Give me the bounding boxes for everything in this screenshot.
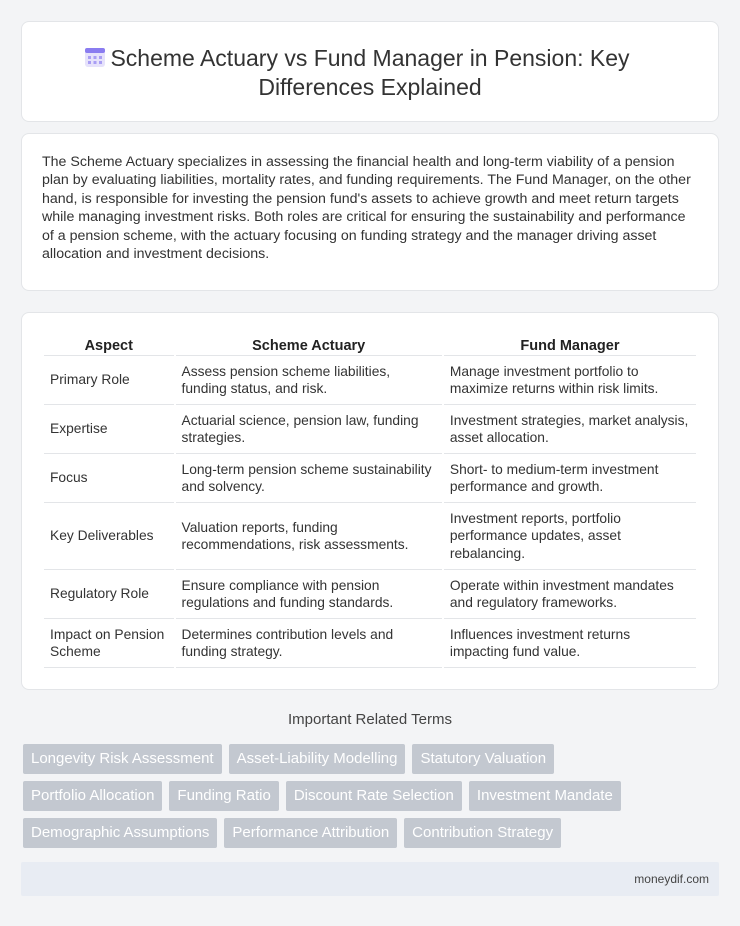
tag-row [23, 818, 703, 848]
term-tag[interactable]: Asset-Liability Modelling [229, 744, 406, 774]
page-title-line1: Scheme Actuary vs Fund Manager in Pension: Key [110, 45, 630, 71]
table-header-row [44, 334, 696, 356]
page-title-line2: Differences Explained [258, 74, 482, 100]
cell-manager: Manage investment portfolio to maximize returns within risk limits. [444, 356, 696, 405]
cell-aspect: Primary Role [44, 356, 174, 405]
term-tag[interactable]: Longevity Risk Assessment [23, 744, 222, 774]
cell-actuary: Determines contribution levels and funding strategy. [176, 619, 442, 668]
term-tag[interactable]: Portfolio Allocation [23, 781, 162, 811]
footer [21, 862, 719, 896]
summary-card [21, 133, 719, 291]
term-tag[interactable]: Funding Ratio [169, 781, 278, 811]
table-row [44, 356, 696, 405]
cell-aspect: Key Deliverables [44, 503, 174, 570]
tag-row [23, 781, 703, 811]
cell-manager: Operate within investment mandates and regulatory frameworks. [444, 570, 696, 619]
cell-actuary: Ensure compliance with pension regulations and funding standards. [176, 570, 442, 619]
table-row [44, 570, 696, 619]
table-row [44, 619, 696, 668]
header-scheme-actuary: Scheme Actuary [176, 334, 442, 356]
footer-site-link[interactable]: moneydif.com [634, 872, 709, 886]
tag-row [23, 744, 703, 774]
table-row [44, 454, 696, 503]
table-row [44, 503, 696, 570]
related-terms-tags [23, 744, 703, 855]
cell-aspect: Regulatory Role [44, 570, 174, 619]
table-row [44, 405, 696, 454]
cell-actuary: Valuation reports, funding recommendations, risk assessments. [176, 503, 442, 570]
term-tag[interactable]: Demographic Assumptions [23, 818, 217, 848]
cell-actuary: Long-term pension scheme sustainability and solvency. [176, 454, 442, 503]
cell-manager: Investment strategies, market analysis, asset allocation. [444, 405, 696, 454]
header-aspect: Aspect [44, 334, 174, 356]
cell-manager: Influences investment returns impacting fund value. [444, 619, 696, 668]
cell-aspect: Impact on Pension Scheme [44, 619, 174, 668]
cell-actuary: Assess pension scheme liabilities, funding status, and risk. [176, 356, 442, 405]
related-terms-title: Important Related Terms [288, 711, 452, 728]
cell-manager: Investment reports, portfolio performance updates, asset rebalancing. [444, 503, 696, 570]
summary-text: The Scheme Actuary specializes in assessing the financial health and long-term viability of a pension plan by evaluating liabilities, mortality rates, and funding requirements. The Fund Manager, on the other hand, is responsible for investing the pension fund's assets to achieve growth and meet return targets while managing investment risks. Both roles are critical for ensuring the sustainability and performance of a pension scheme, with the actuary focusing on funding strategy and the manager driving asset allocation and investment decisions. [42, 154, 691, 263]
cell-actuary: Actuarial science, pension law, funding strategies. [176, 405, 442, 454]
header-card [21, 21, 719, 122]
term-tag[interactable]: Investment Mandate [469, 781, 621, 811]
comparison-table [42, 334, 698, 668]
page-title [22, 44, 718, 102]
comparison-table-card [21, 312, 719, 690]
term-tag[interactable]: Contribution Strategy [404, 818, 561, 848]
term-tag[interactable]: Discount Rate Selection [286, 781, 462, 811]
cell-aspect: Expertise [44, 405, 174, 454]
cell-aspect: Focus [44, 454, 174, 503]
term-tag[interactable]: Statutory Valuation [412, 744, 554, 774]
header-fund-manager: Fund Manager [444, 334, 696, 356]
term-tag[interactable]: Performance Attribution [224, 818, 397, 848]
cell-manager: Short- to medium-term investment performance and growth. [444, 454, 696, 503]
